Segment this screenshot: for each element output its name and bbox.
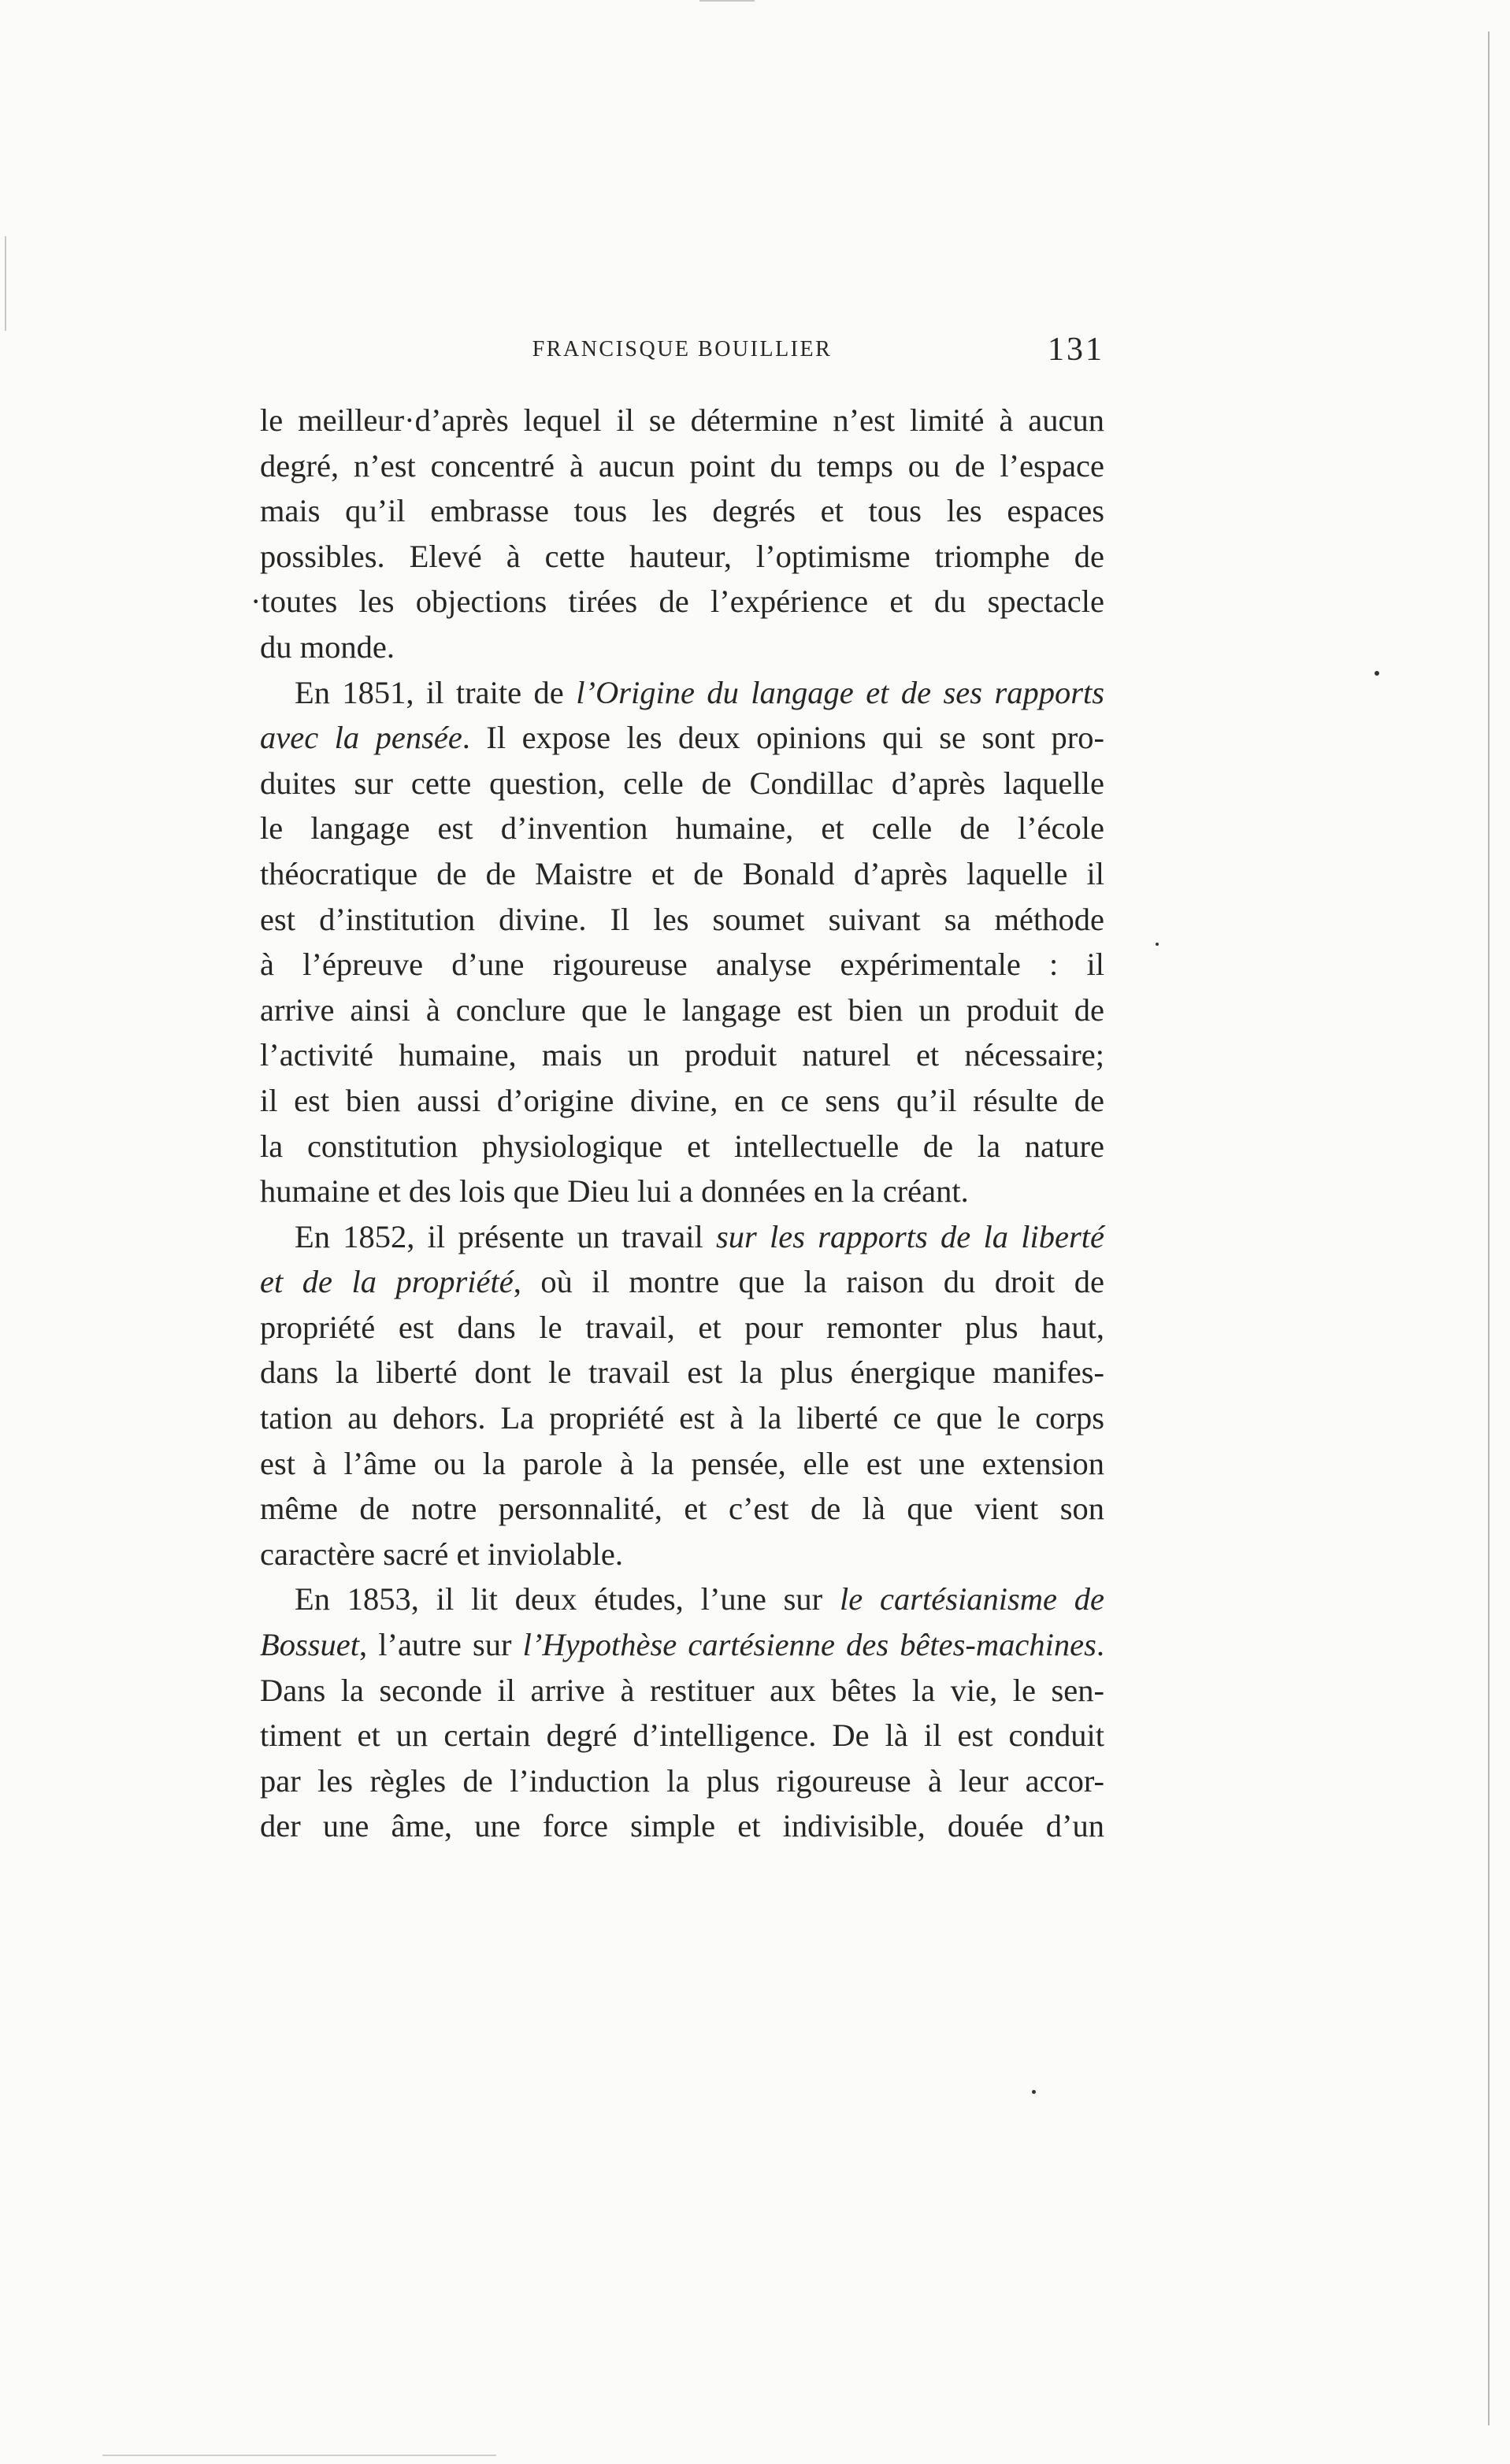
text-run: En 1851, il traite de <box>295 674 577 710</box>
text-line <box>260 1577 1104 1622</box>
text-line: der une âme, une force simple et indivisible, douée d’un <box>260 1808 1104 1844</box>
text-line: mais qu’il embrasse tous les degrés et tous les espaces <box>260 493 1104 529</box>
text-line: le meilleur·d’après lequel il se détermine n’est limité à aucun <box>260 402 1104 438</box>
text-line: dans la liberté dont le travail est la plus énergique manifes- <box>260 1354 1104 1391</box>
text-line <box>260 670 1104 716</box>
work-title: l’Origine du langage et de ses rapports <box>576 674 1104 710</box>
text-line: degré, n’est concentré à aucun point du temps ou de l’espace <box>260 447 1104 484</box>
scan-bottom-mark <box>102 2455 496 2456</box>
text-line <box>260 1622 1104 1668</box>
text-line: le langage est d’invention humaine, et celle de l’école <box>260 810 1104 847</box>
text-run: En 1853, il lit deux études, l’une sur <box>295 1581 840 1617</box>
ink-speck <box>1156 943 1159 946</box>
text-line <box>260 1214 1104 1260</box>
scan-top-mark <box>699 0 755 2</box>
text-line: humaine et des lois que Dieu lui a données en la créant. <box>260 1173 969 1210</box>
work-title: et de la propriété <box>260 1264 514 1300</box>
text-line: théocratique de de Maistre et de Bonald d’après laquelle il <box>260 855 1104 891</box>
paragraph <box>250 398 1104 670</box>
text-line: est à l’âme ou la parole à la pensée, elle est une extension <box>260 1445 1104 1481</box>
text-line: Dans la seconde il arrive à restituer aux bêtes la vie, le sen- <box>260 1672 1104 1708</box>
text-line: même de notre personnalité, et c’est de là que vient son <box>260 1491 1104 1527</box>
text-line: duites sur cette question, celle de Condillac d’après laquelle <box>260 765 1104 801</box>
text-line: l’activité humaine, mais un produit naturel et nécessaire; <box>260 1037 1104 1073</box>
text-line: par les règles de l’induction la plus rigoureuse à leur accor- <box>260 1762 1104 1799</box>
text-run: . Il expose les deux opinions qui se sont pro- <box>462 720 1104 756</box>
text-line: ·toutes les objections tirées de l’expérience et du spectacle <box>250 584 1104 620</box>
text-line: arrive ainsi à conclure que le langage est bien un produit de <box>260 991 1104 1028</box>
work-title: le cartésianisme de <box>839 1581 1105 1617</box>
paragraph <box>260 1577 1104 1849</box>
text-line: à l’épreuve d’une rigoureuse analyse expérimentale : il <box>260 947 1104 983</box>
text-line: du monde. <box>260 628 395 665</box>
text-line: tation au dehors. La propriété est à la liberté ce que le corps <box>260 1400 1104 1436</box>
ink-speck <box>1375 671 1379 676</box>
work-title: l’Hypothèse cartésienne des bêtes-machines <box>522 1627 1096 1663</box>
text-line: possibles. Elevé à cette hauteur, l’optimisme triomphe de <box>260 538 1104 574</box>
paragraph <box>260 1214 1104 1577</box>
paragraph <box>260 670 1104 1214</box>
text-line: est d’institution divine. Il les soumet suivant sa méthode <box>260 901 1104 937</box>
running-head: FRANCISQUE BOUILLIER <box>532 337 833 361</box>
work-title: Bossuet <box>260 1627 359 1663</box>
scan-edge-line <box>1488 31 1490 2425</box>
scan-edge-mark <box>5 236 6 331</box>
text-line: caractère sacré et inviolable. <box>260 1536 623 1572</box>
text-run: En 1852, il présente un travail <box>295 1218 716 1254</box>
body-text <box>250 398 1105 1849</box>
text-line: la constitution physiologique et intellectuelle de la nature <box>260 1128 1104 1164</box>
text-line <box>260 1259 1104 1305</box>
text-line: timent et un certain degré d’intelligence. De là il est conduit <box>260 1717 1104 1754</box>
page-header <box>260 332 1104 384</box>
text-line <box>260 715 1104 761</box>
text-run: . <box>1096 1627 1104 1663</box>
text-line: il est bien aussi d’origine divine, en ce sens qu’il résulte de <box>260 1082 1104 1118</box>
text-run: , où il montre que la raison du droit de <box>513 1264 1104 1300</box>
text-line: propriété est dans le travail, et pour remonter plus haut, <box>260 1309 1104 1345</box>
ink-speck <box>1032 2090 1036 2094</box>
work-title: avec la pensée <box>260 720 462 756</box>
page-number: 131 <box>1048 332 1104 368</box>
text-run: , l’autre sur <box>359 1627 523 1663</box>
work-title: sur les rapports de la liberté <box>716 1218 1104 1254</box>
